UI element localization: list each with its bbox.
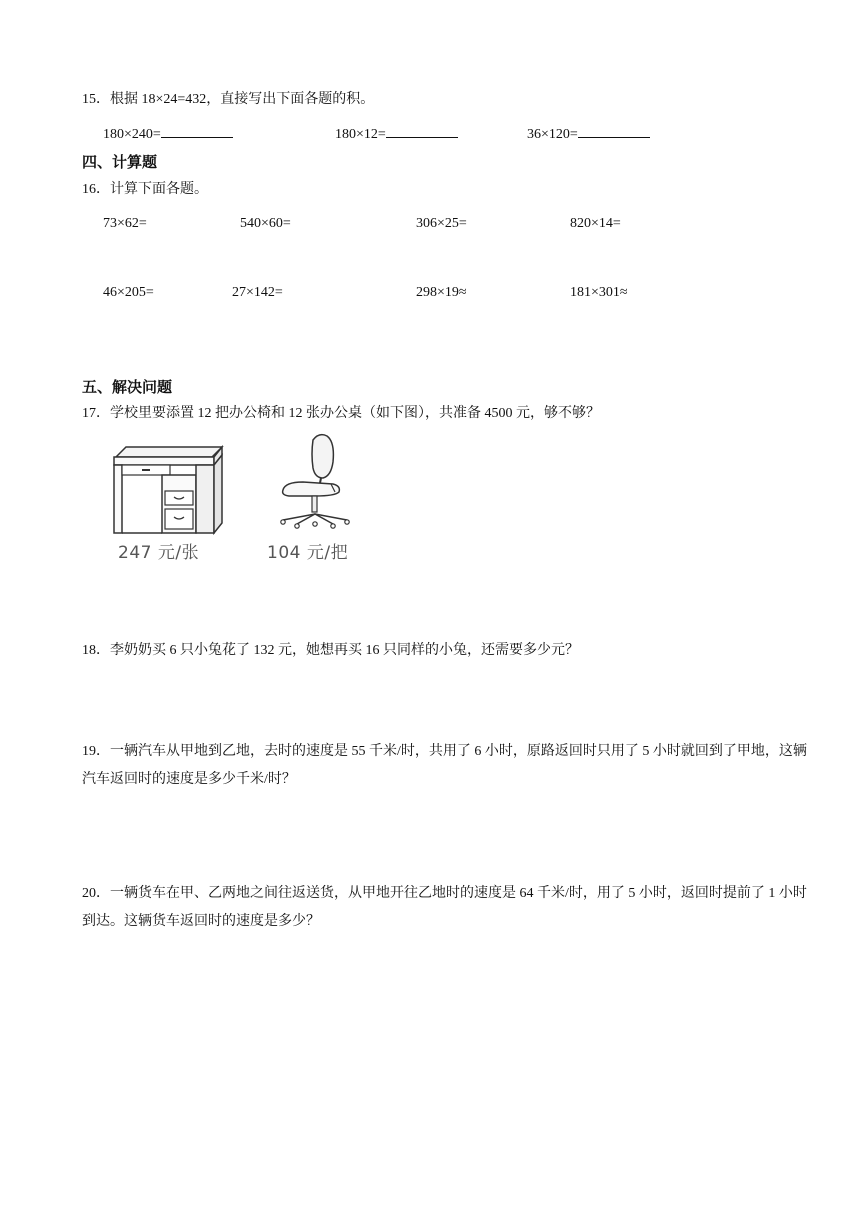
answer-blank (578, 125, 650, 138)
q15-item-3-expr: 36×120= (527, 127, 578, 142)
office-desk-icon (108, 445, 228, 535)
q16-r1-c4: 820×14= (570, 216, 621, 231)
q15-item-1-expr: 180×240= (103, 127, 161, 142)
office-chair-icon (275, 432, 355, 532)
q15-item-2 (335, 125, 458, 144)
q19-stem: 19．一辆汽车从甲地到乙地，去时的速度是 55 千米/时，共用了 6 小时，原路返回时只用了 5 小时就回到了甲地，这辆汽车返回时的速度是多少千米/时？ (82, 744, 807, 787)
q15-item-2-expr: 180×12= (335, 127, 386, 142)
q16-r1-c1: 73×62= (103, 216, 147, 231)
q17-stem: 17．学校里要添置 12 把办公椅和 12 张办公桌（如下图），共准备 4500 元，够不够？ (82, 406, 600, 421)
answer-blank (386, 125, 458, 138)
q16-stem: 16．计算下面各题。 (82, 182, 208, 197)
q15-item-1 (103, 125, 233, 144)
q15-item-3 (527, 125, 650, 144)
q18-stem: 18．李奶奶买 6 只小兔花了 132 元，她想再买 16 只同样的小兔，还需要多少元？ (82, 643, 579, 658)
q16-r2-c2: 27×142= (232, 285, 283, 300)
chair-price-label: 104 元/把 (267, 543, 349, 563)
q16-r2-c4: 181×301≈ (570, 285, 628, 300)
q20-stem: 20．一辆货车在甲、乙两地之间往返送货，从甲地开往乙地时的速度是 64 千米/时，用了 5 小时，返回时提前了 1 小时到达。这辆货车返回时的速度是多少？ (82, 886, 807, 929)
section-4-title: 四、计算题 (82, 153, 158, 171)
answer-blank (161, 125, 233, 138)
q16-r2-c3: 298×19≈ (416, 285, 467, 300)
q16-r2-c1: 46×205= (103, 285, 154, 300)
q15-stem: 15．根据 18×24=432，直接写出下面各题的积。 (82, 92, 375, 107)
desk-price-label: 247 元/张 (118, 543, 200, 563)
q16-r1-c2: 540×60= (240, 216, 291, 231)
q16-r1-c3: 306×25= (416, 216, 467, 231)
section-5-title: 五、解决问题 (82, 378, 173, 396)
